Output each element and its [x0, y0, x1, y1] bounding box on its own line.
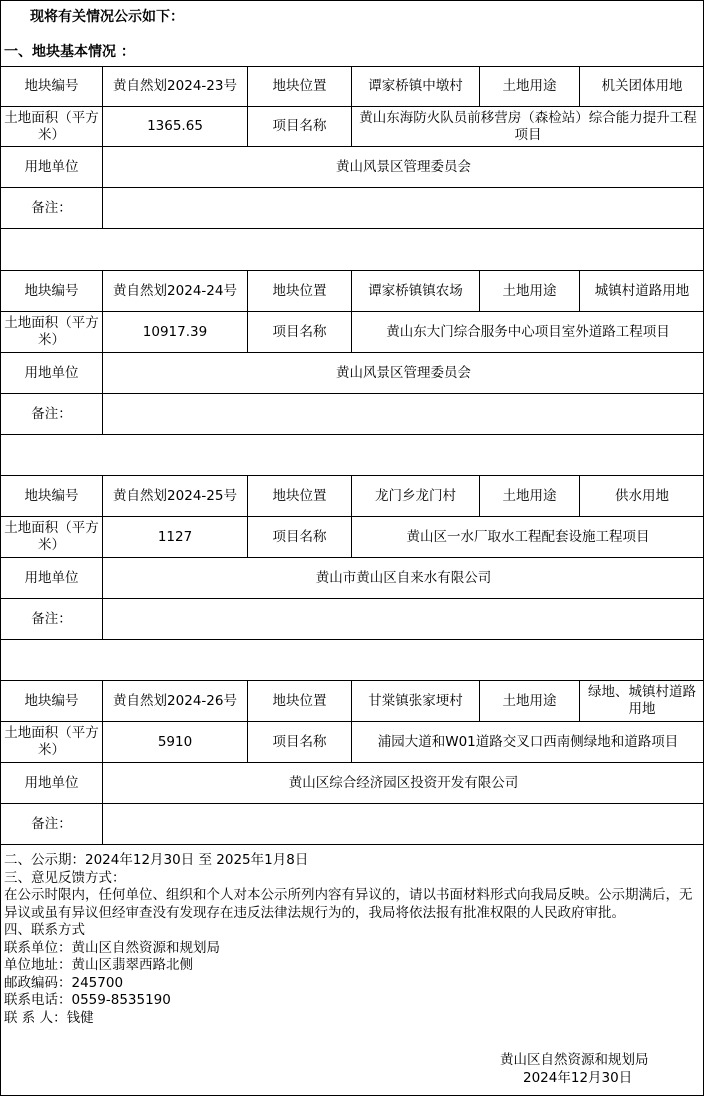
signature-org: 黄山区自然资源和规划局 — [500, 1052, 649, 1068]
location-value: 谭家桥镇中墩村 — [352, 67, 480, 107]
remark-label: 备注： — [1, 599, 103, 640]
plot-table-1 — [0, 66, 704, 229]
land-use-label: 土地用途 — [480, 67, 580, 107]
contact-person: 联 系 人：钱健 — [4, 1009, 94, 1026]
area-label: 土地面积（平方米） — [1, 312, 103, 353]
contact-unit: 联系单位：黄山区自然资源和规划局 — [4, 939, 220, 956]
table-spacer — [0, 434, 704, 475]
project-label: 项目名称 — [248, 517, 352, 558]
footer-section — [4, 852, 700, 1027]
area-value: 1127 — [103, 517, 248, 558]
location-value: 甘棠镇张家埂村 — [352, 681, 480, 722]
area-value: 5910 — [103, 722, 248, 763]
area-label: 土地面积（平方米） — [1, 517, 103, 558]
area-label: 土地面积（平方米） — [1, 107, 103, 147]
location-label: 地块位置 — [248, 476, 352, 517]
location-label: 地块位置 — [248, 681, 352, 722]
user-value: 黄山风景区管理委员会 — [103, 147, 704, 188]
project-value: 黄山东海防火队员前移营房（森检站）综合能力提升工程项目 — [352, 107, 704, 147]
land-use-value: 供水用地 — [580, 476, 704, 517]
plot-no-value: 黄自然划2024-24号 — [103, 271, 248, 312]
remark-label: 备注： — [1, 188, 103, 229]
location-label: 地块位置 — [248, 67, 352, 107]
remark-label: 备注： — [1, 394, 103, 435]
contact-title: 四、联系方式 — [4, 922, 85, 938]
location-value: 谭家桥镇镇农场 — [352, 271, 480, 312]
area-value: 1365.65 — [103, 107, 248, 147]
table-spacer — [0, 229, 704, 270]
project-value: 黄山东大门综合服务中心项目室外道路工程项目 — [352, 312, 704, 353]
remark-value — [103, 394, 704, 435]
project-label: 项目名称 — [248, 312, 352, 353]
plot-table-2 — [0, 270, 704, 435]
plot-no-label: 地块编号 — [1, 681, 103, 722]
land-use-value: 城镇村道路用地 — [580, 271, 704, 312]
project-value: 黄山区一水厂取水工程配套设施工程项目 — [352, 517, 704, 558]
feedback-title: 三、意见反馈方式： — [4, 869, 126, 886]
remark-value — [103, 188, 704, 229]
contact-phone: 联系电话：0559-8535190 — [4, 992, 171, 1008]
contact-address: 单位地址：黄山区翡翠西路北侧 — [4, 957, 193, 973]
signature-date: 2024年12月30日 — [523, 1070, 633, 1086]
area-value: 10917.39 — [103, 312, 248, 353]
user-value: 黄山市黄山区自来水有限公司 — [103, 558, 704, 599]
remark-value — [103, 599, 704, 640]
table-spacer — [0, 639, 704, 680]
land-use-value: 机关团体用地 — [580, 67, 704, 107]
user-value: 黄山风景区管理委员会 — [103, 353, 704, 394]
user-value: 黄山区综合经济园区投资开发有限公司 — [103, 763, 704, 804]
land-use-label: 土地用途 — [480, 681, 580, 722]
user-label: 用地单位 — [1, 763, 103, 804]
plot-no-value: 黄自然划2024-26号 — [103, 681, 248, 722]
publicity-period: 二、公示期：2024年12月30日 至 2025年1月8日 — [4, 852, 309, 868]
plot-no-label: 地块编号 — [1, 476, 103, 517]
location-label: 地块位置 — [248, 271, 352, 312]
plot-no-label: 地块编号 — [1, 67, 103, 107]
project-label: 项目名称 — [248, 107, 352, 147]
user-label: 用地单位 — [1, 147, 103, 188]
plot-table-4 — [0, 680, 704, 845]
contact-postcode: 邮政编码：245700 — [4, 974, 124, 991]
user-label: 用地单位 — [1, 558, 103, 599]
plot-no-label: 地块编号 — [1, 271, 103, 312]
project-label: 项目名称 — [248, 722, 352, 763]
project-value: 浦园大道和W01道路交叉口西南侧绿地和道路项目 — [352, 722, 704, 763]
plot-no-value: 黄自然划2024-25号 — [103, 476, 248, 517]
land-use-label: 土地用途 — [480, 271, 580, 312]
user-label: 用地单位 — [1, 353, 103, 394]
remark-label: 备注： — [1, 804, 103, 845]
land-use-label: 土地用途 — [480, 476, 580, 517]
intro-text: 现将有关情况公示如下： — [30, 9, 184, 25]
plot-no-value: 黄自然划2024-23号 — [103, 67, 248, 107]
land-use-value: 绿地、城镇村道路用地 — [580, 681, 704, 722]
feedback-text: 在公示时限内，任何单位、组织和个人对本公示所列内容有异议的，请以书面材料形式向我局反映。公示期满后，无异议或虽有异议但经审查没有发现存在违反法律法规行为的，我局将依法报有批准权限的人民政府审批。 — [4, 887, 693, 921]
plot-table-3 — [0, 475, 704, 640]
section1-title: 一、地块基本情况 ： — [4, 44, 135, 60]
remark-value — [103, 804, 704, 845]
area-label: 土地面积（平方米） — [1, 722, 103, 763]
location-value: 龙门乡龙门村 — [352, 476, 480, 517]
